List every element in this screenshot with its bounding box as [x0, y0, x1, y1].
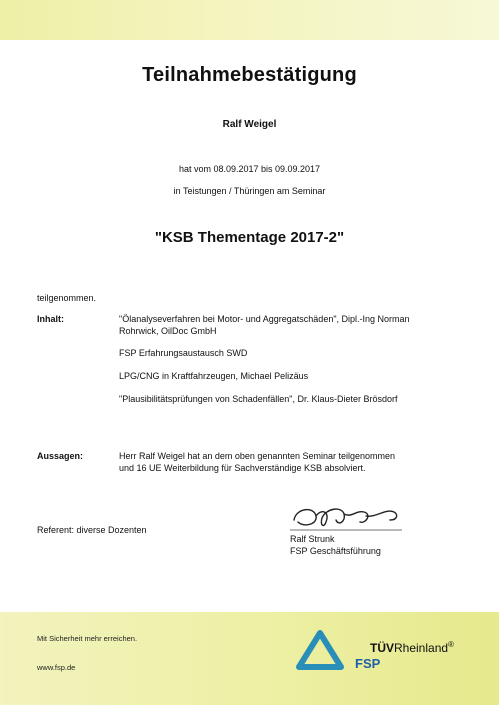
brand-tuv: TÜV	[370, 641, 394, 655]
signature-icon	[286, 498, 406, 534]
signatory-role: FSP Geschäftsführung	[290, 546, 381, 556]
participated-text: teilgenommen.	[37, 293, 97, 303]
signatory-name: Ralf Strunk	[290, 534, 335, 544]
referent-line: Referent: diverse Dozenten	[37, 525, 147, 535]
seminar-title: "KSB Thementage 2017-2"	[154, 229, 345, 246]
footer-url[interactable]: www.fsp.de	[37, 663, 76, 672]
content-item: FSP Erfahrungsaustausch SWD	[119, 348, 248, 358]
location-line: in Teistungen / Thüringen am Seminar	[173, 186, 326, 196]
tuv-triangle-icon	[296, 630, 344, 670]
content-item: "Plausibilitätsprüfungen von Schadenfällen", Dr. Klaus-Dieter Brösdorf	[119, 394, 398, 404]
statements-label: Aussagen:	[37, 451, 84, 461]
brand-registered: ®	[448, 640, 454, 649]
statement-line: Herr Ralf Weigel hat an dem oben genannten Seminar teilgenommen	[119, 451, 395, 461]
content-item: "Ölanalyseverfahren bei Motor- und Aggregatschäden", Dipl.-Ing Norman	[119, 314, 410, 324]
brand-rheinland: Rheinland	[394, 641, 449, 655]
statement-line: und 16 UE Weiterbildung für Sachverständige KSB absolviert.	[119, 463, 366, 473]
participant-name: Ralf Weigel	[222, 119, 277, 130]
certificate-title: Teilnahmebestätigung	[142, 64, 357, 86]
footer-slogan: Mit Sicherheit mehr erreichen.	[37, 634, 138, 643]
tuv-rheinland-logo	[370, 640, 454, 655]
content-item: LPG/CNG in Kraftfahrzeugen, Michael Pelizäus	[119, 371, 309, 381]
fsp-logo: FSP	[355, 656, 381, 671]
bottom-color-band	[0, 612, 499, 705]
content-label: Inhalt:	[37, 314, 64, 324]
date-range: hat vom 08.09.2017 bis 09.09.2017	[178, 164, 321, 174]
content-item: Rohrwick, OilDoc GmbH	[119, 326, 217, 336]
top-color-band	[0, 0, 499, 40]
